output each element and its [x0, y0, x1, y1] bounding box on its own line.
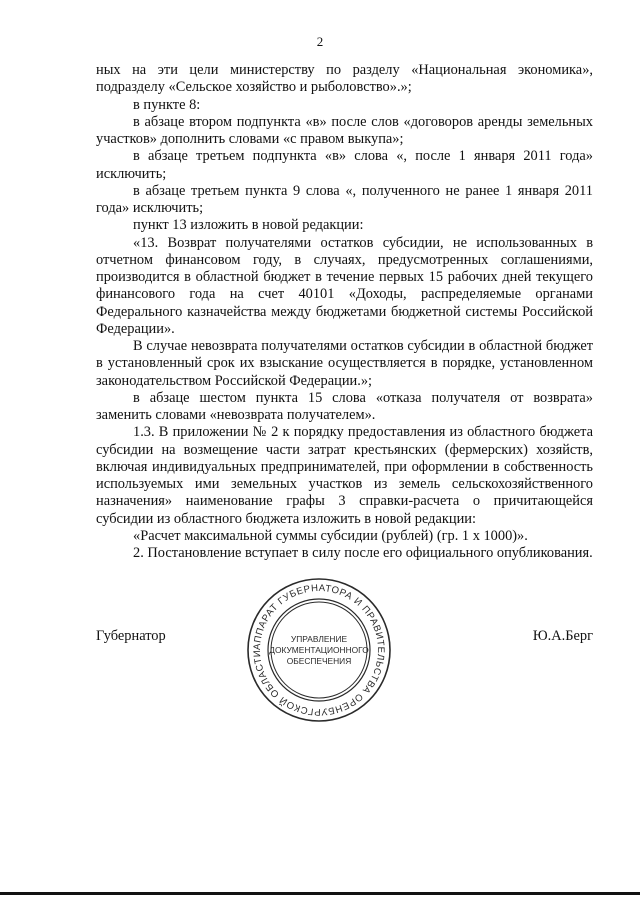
paragraph: в пункте 8:: [133, 96, 201, 113]
paragraph: в абзаце втором подпункта «в» после слов «договоров аренды земельных участков» дополнить словами «с правом выкупа»;: [96, 113, 593, 147]
stamp-center-line: УПРАВЛЕНИЕ: [290, 634, 348, 644]
bottom-rule: [0, 892, 640, 895]
paragraph: ных на эти цели министерству по разделу «Национальная экономика», подразделу «Сельское хозяйство и рыболовство».»;: [96, 62, 593, 96]
paragraph: в абзаце третьем подпункта «в» слова «, после 1 января 2011 года» исключить;: [96, 148, 593, 182]
paragraph: «Расчет максимальной суммы субсидии (рублей) (гр. 1 х 1000)».: [133, 527, 528, 544]
page-number: 2: [316, 34, 324, 49]
stamp-center-line: ОБЕСПЕЧЕНИЯ: [286, 656, 352, 666]
official-stamp: [245, 576, 393, 724]
stamp-graphic: [245, 576, 393, 724]
paragraph: 1.3. В приложении № 2 к порядку предоставления из областного бюджета субсидии на возмещение части затрат крестьянских (фермерских) хозяйств, включая индивидуальных предпринимателей, при оформлении в собственность используемых ими земельных участков из земель сельскохозяйственного назначения» наименование графы 3 справки-расчета о причитающейся субсидии из областного бюджета изложить в новой редакции:: [96, 424, 593, 527]
stamp-outer-textpath: АППАРАТ ГУБЕРНАТОРА И ПРАВИТЕЛЬСТВА ОРЕНБУРГСКОЙ ОБЛАСТИ: [251, 582, 387, 718]
stamp-center-line: ДОКУМЕНТАЦИОННОГО: [269, 645, 369, 655]
paragraph: в абзаце третьем пункта 9 слова «, полученного не ранее 1 января 2011 года» исключить;: [96, 182, 593, 216]
paragraph: «13. Возврат получателями остатков субсидии, не использованных в отчетном финансовом году, в случаях, предусмотренных соглашениями, производится в областной бюджет в течение первых 15 рабочих дней текущего финансового года на счет 40101 «Доходы, распределяемые органами Федерального казначейства между бюджетами бюджетной системы Российской Федерации».: [96, 234, 593, 337]
paragraph: пункт 13 изложить в новой редакции:: [133, 217, 364, 234]
signature-position: Губернатор: [96, 628, 166, 644]
paragraph: 2. Постановление вступает в силу после его официального опубликования.: [133, 545, 593, 561]
signature-name: Ю.А.Берг: [532, 628, 593, 644]
document-body: [96, 62, 593, 562]
paragraph: В случае невозврата получателями остатков субсидии в областной бюджет в установленный срок их взыскание осуществляется в порядке, установленном законодательством Российской Федерации.»;: [96, 338, 593, 389]
paragraph: в абзаце шестом пункта 15 слова «отказа получателя от возврата» заменить словами «невозврата получателем».: [96, 389, 593, 423]
